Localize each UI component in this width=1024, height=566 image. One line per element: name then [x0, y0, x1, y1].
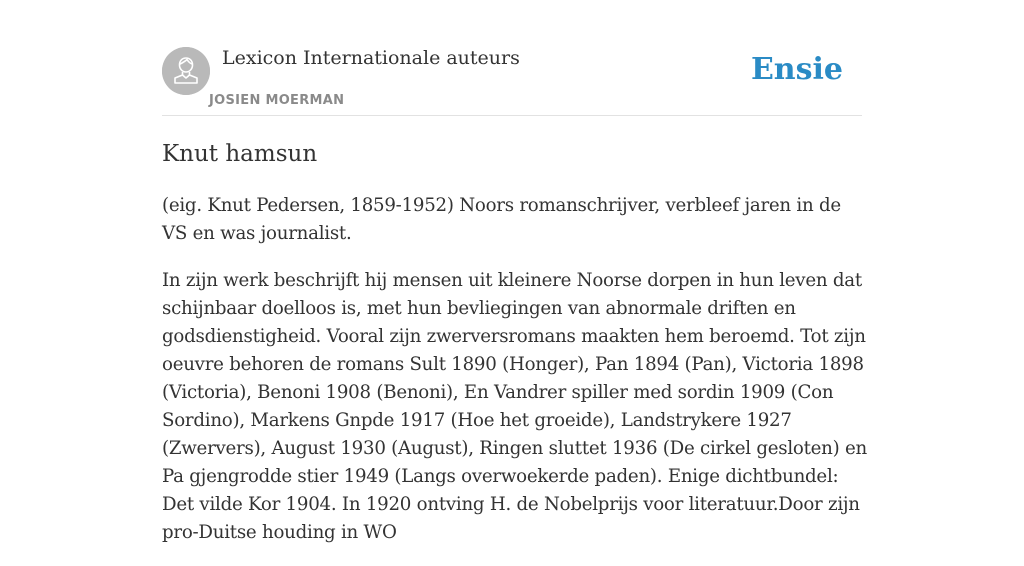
- user-avatar-icon[interactable]: [162, 47, 210, 95]
- article-header: [162, 0, 862, 116]
- article-paragraph: In zijn werk beschrijft hij mensen uit kleinere Noorse dorpen in hun leven dat schijnbaar doelloos is, met hun bevliegingen van abnormale driften en godsdienstigheid. Vooral zijn zwerversromans maakten hem beroemd. Tot zijn oeuvre behoren de romans Sult 1890 (Honger), Pan 1894 (Pan), Victoria 1898 (Victoria), Benoni 1908 (Benoni), En Vandrer spiller med sordin 1909 (Con Sordino), Markens Gnpde 1917 (Hoe het groeide), Landstrykere 1927 (Zwervers), August 1930 (August), Ringen sluttet 1936 (De cirkel gesloten) en Pa gjengrodde stier 1949 (Langs overwoekerde paden). Enige dichtbundel: Det vilde Kor 1904. In 1920 ontving H. de Nobelprijs voor literatuur.Door zijn pro-Duitse houding in WO: [162, 270, 867, 543]
- article-title: Knut hamsun: [162, 141, 318, 167]
- source-title[interactable]: Lexicon Internationale auteurs: [222, 47, 520, 69]
- article-container: [162, 0, 867, 543]
- article-body: [162, 192, 867, 566]
- author-name[interactable]: JOSIEN MOERMAN: [209, 93, 345, 108]
- article-paragraph: (eig. Knut Pedersen, 1859-1952) Noors romanschrijver, verbleef jaren in de VS en was journalist.: [162, 195, 841, 244]
- ensie-logo[interactable]: Ensie: [750, 52, 843, 87]
